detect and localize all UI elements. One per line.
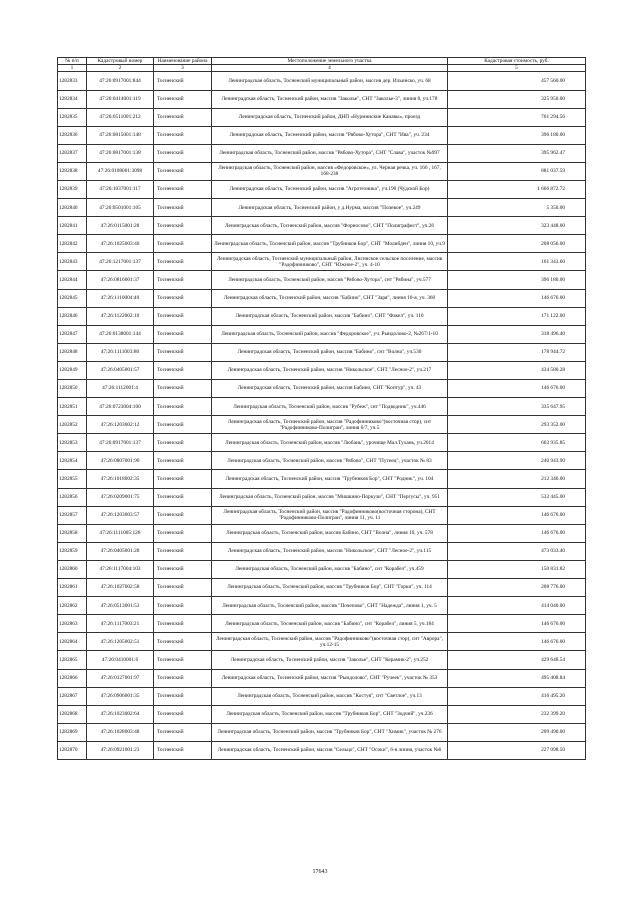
row-number-cell: 1282859 [58, 542, 87, 560]
cadastral-value-cell: 5 350.00 [448, 199, 586, 217]
district-cell: Тосненский [154, 90, 212, 108]
location-cell: Ленинградская область, Тосненский район, массив "Рябово", СНТ "Путеец", участок № 83 [212, 452, 448, 470]
cadastral-value-cell: 761 294.56 [448, 108, 586, 126]
cadastral-number-cell: 47:26:1112001:4 [87, 380, 154, 398]
cadastral-number-cell: 47:26:1027002:58 [87, 579, 154, 597]
row-number-cell: 1282856 [58, 488, 87, 506]
table-row [58, 343, 586, 361]
location-cell: Ленинградская область, Тосненский район, массив Бабино, СНТ "Коптур", уч. 43 [212, 380, 448, 398]
row-number-cell: 1282839 [58, 180, 87, 198]
district-cell: Тосненский [154, 723, 212, 741]
table-row [58, 307, 586, 325]
cadastral-value-cell: 434 580.28 [448, 361, 586, 379]
cadastral-number-cell: 47:26:0513001:53 [87, 597, 154, 615]
cadastral-value-cell: 208 056.00 [448, 235, 586, 253]
table-row [58, 524, 586, 542]
district-cell: Тосненский [154, 416, 212, 434]
table-row [58, 416, 586, 434]
table-row [58, 380, 586, 398]
table-row [58, 126, 586, 144]
table-header [58, 58, 586, 72]
district-cell: Тосненский [154, 126, 212, 144]
cadastral-number-cell: 47:26:0410001:6 [87, 651, 154, 669]
row-number-cell: 1282833 [58, 72, 87, 90]
cadastral-value-table [57, 57, 586, 760]
cadastral-number-cell: 47:26:0405001:57 [87, 361, 154, 379]
row-number-cell: 1282850 [58, 380, 87, 398]
header-row-number: № п/п [58, 58, 87, 65]
location-cell: Ленинградская область, Тосненский район, массив Бабино, СНТ "Волна", линия 16, уч. 578 [212, 524, 448, 542]
district-cell: Тосненский [154, 669, 212, 687]
location-cell: Ленинградская область, Тосненский район, массив "Радофинниково"(восточная стор), снт "Радофинниково-Полигран", линия 6/7, уч.5 [212, 416, 448, 434]
table-row [58, 325, 586, 343]
table-row [58, 560, 586, 578]
cadastral-number-cell: 47:26:1037001:117 [87, 180, 154, 198]
table-row [58, 434, 586, 452]
district-cell: Тосненский [154, 524, 212, 542]
cadastral-number-cell: 47:26:0138001:144 [87, 325, 154, 343]
cadastral-number-cell: 47:26:1023002:64 [87, 705, 154, 723]
cadastral-number-cell: 47:26:1203002:12 [87, 416, 154, 434]
table-row [58, 579, 586, 597]
location-cell: Ленинградская область, Тосненский район, массив "Мишкино-Поркузи", СНТ "Пергусы", уч. 951 [212, 488, 448, 506]
location-cell: Ленинградская область, Тосненский район, массив "Радофинниково"(восточная стор), снт "Аврора", уч.12-15 [212, 633, 448, 651]
header-district-name: Наименование района [154, 58, 212, 65]
cadastral-value-cell: 146 676.00 [448, 633, 586, 651]
district-cell: Тосненский [154, 705, 212, 723]
table-body [58, 72, 586, 760]
location-cell: Ленинградская область, Тосненский район, массив "Никольское", СНТ "Лесное-2", уч.115 [212, 542, 448, 560]
location-cell: Ленинградская область, Тосненский район, массив "Форносово", СНТ "Полиграфист", уч.26 [212, 217, 448, 235]
location-cell: Ленинградская область, Тосненский район, массив "Почепово", СНТ "Надежда", линия 1, уч. 5 [212, 597, 448, 615]
table-row [58, 162, 586, 180]
cadastral-value-cell: 318 496.40 [448, 325, 586, 343]
row-number-cell: 1282845 [58, 289, 87, 307]
cadastral-value-cell: 335 647.95 [448, 398, 586, 416]
location-cell: Ленинградская область, Тосненский район, массив "Костуя", снт "Светлое", уч.13 [212, 687, 448, 705]
row-number-cell: 1282834 [58, 90, 87, 108]
column-number-row [58, 65, 586, 72]
district-cell: Тосненский [154, 741, 212, 759]
cadastral-value-cell: 457 560.00 [448, 72, 586, 90]
row-number-cell: 1282862 [58, 597, 87, 615]
row-number-cell: 1282835 [58, 108, 87, 126]
cadastral-value-cell: 212 346.00 [448, 470, 586, 488]
row-number-cell: 1282870 [58, 741, 87, 759]
table-row [58, 108, 586, 126]
location-cell: Ленинградская область, Тосненский район, массив «Федоровское», ул. Черная речка, уч. 166 , 167, 168-238 [212, 162, 448, 180]
cadastral-number-cell: 47:26:0511001:212 [87, 108, 154, 126]
row-number-cell: 1282864 [58, 633, 87, 651]
cadastral-value-cell: 396 180.00 [448, 126, 586, 144]
cadastral-value-cell: 396 180.00 [448, 271, 586, 289]
table-row [58, 398, 586, 416]
district-cell: Тосненский [154, 253, 212, 271]
district-cell: Тосненский [154, 452, 212, 470]
cadastral-number-cell: 47:26:0501001:105 [87, 199, 154, 217]
cadastral-number-cell: 47:26:0405001:28 [87, 542, 154, 560]
cadastral-value-cell: 232 399.20 [448, 705, 586, 723]
district-cell: Тосненский [154, 470, 212, 488]
cadastral-number-cell: 47:26:0815001:148 [87, 126, 154, 144]
cadastral-number-cell: 47:26:0906001:35 [87, 687, 154, 705]
cadastral-value-cell: 495 408.84 [448, 669, 586, 687]
cadastral-value-cell: 146 676.00 [448, 615, 586, 633]
district-cell: Тосненский [154, 235, 212, 253]
cadastral-number-cell: 47:26:1028003:48 [87, 723, 154, 741]
location-cell: Ленинградская область, Тосненский район, массив "Сельцо", СНТ "Осоки", 6-я линия, участок №6 [212, 741, 448, 759]
district-cell: Тосненский [154, 488, 212, 506]
location-cell: Ленинградская область, Тосненский район, массив "Бабино", снт "Корабел", уч.459 [212, 560, 448, 578]
location-cell: Ленинградская область, Тосненский район, массив "Бабино", СНТ "Факел", уч. 110 [212, 307, 448, 325]
table-row [58, 723, 586, 741]
cadastral-value-cell: 414 040.00 [448, 597, 586, 615]
district-cell: Тосненский [154, 144, 212, 162]
location-cell: Ленинградская область, Тосненский район, массив "Рябово-Хутора", СНТ "Слава", участок №997 [212, 144, 448, 162]
district-cell: Тосненский [154, 180, 212, 198]
row-number-cell: 1282847 [58, 325, 87, 343]
district-cell: Тосненский [154, 651, 212, 669]
row-number-cell: 1282858 [58, 524, 87, 542]
cadastral-number-cell: 47:26:1025003:40 [87, 235, 154, 253]
table-row [58, 597, 586, 615]
cadastral-value-cell: 532 445.00 [448, 488, 586, 506]
location-cell: Ленинградская область, Тосненский район, массив "Трубников Бор", СНТ "Химик", участок № 276 [212, 723, 448, 741]
cadastral-number-cell: 47:26:0816001:37 [87, 271, 154, 289]
location-cell: Ленинградская область, Тосненский муниципальный район, Лисинское сельское поселение, массив "Радофинниково", СНТ "Южное-2", уч. 4-10 [212, 253, 448, 271]
cadastral-number-cell: 47:26:0921001:23 [87, 741, 154, 759]
table-row [58, 651, 586, 669]
row-number-cell: 1282846 [58, 307, 87, 325]
cadastral-number-cell: 47:26:1111003:80 [87, 343, 154, 361]
district-cell: Тосненский [154, 579, 212, 597]
cadastral-number-cell: 47:26:1018002:35 [87, 470, 154, 488]
location-cell: Ленинградская область, Тосненский район, массив "Бабино", СНТ "Заря", линия 10-я, уч. 360 [212, 289, 448, 307]
district-cell: Тосненский [154, 361, 212, 379]
row-number-cell: 1282853 [58, 434, 87, 452]
table-row [58, 72, 586, 90]
table-row [58, 253, 586, 271]
cadastral-value-cell: 325 950.00 [448, 90, 586, 108]
cadastral-value-cell: 146 676.00 [448, 506, 586, 524]
column-number: 2 [87, 65, 154, 72]
cadastral-number-cell: 47:26:1117004:103 [87, 560, 154, 578]
district-cell: Тосненский [154, 271, 212, 289]
cadastral-value-cell: 208 776.00 [448, 579, 586, 597]
cadastral-value-cell: 1 666 872.72 [448, 180, 586, 198]
district-cell: Тосненский [154, 72, 212, 90]
row-number-cell: 1282860 [58, 560, 87, 578]
cadastral-value-cell: 227 098.50 [448, 741, 586, 759]
cadastral-value-cell: 473 033.40 [448, 542, 586, 560]
cadastral-number-cell: 47:26:0414001:119 [87, 90, 154, 108]
cadastral-value-cell: 161 343.60 [448, 253, 586, 271]
table-row [58, 615, 586, 633]
cadastral-number-cell: 47:26:1217001:137 [87, 253, 154, 271]
row-number-cell: 1282840 [58, 199, 87, 217]
row-number-cell: 1282857 [58, 506, 87, 524]
row-number-cell: 1282837 [58, 144, 87, 162]
cadastral-value-cell: 150 831.82 [448, 560, 586, 578]
table-row [58, 90, 586, 108]
header-cadastral-number: Кадастровый номер [87, 58, 154, 65]
location-cell: Ленинградская область, Тосненский район, массив "Трубников Бор", СНТ "Горки", уч. 114 [212, 579, 448, 597]
table-row [58, 705, 586, 723]
column-number: 1 [58, 65, 87, 72]
location-cell: Ленинградская область, Тосненский район, массив "Трубников Бор", СНТ "Зодчий", уч.236 [212, 705, 448, 723]
cadastral-value-cell: 146 676.00 [448, 380, 586, 398]
cadastral-value-cell: 293 352.00 [448, 416, 586, 434]
cadastral-number-cell: 47:26:0817001:138 [87, 144, 154, 162]
location-cell: Ленинградская область, Тосненский район, ДНП «Нурминские Канавы», проезд [212, 108, 448, 126]
district-cell: Тосненский [154, 289, 212, 307]
cadastral-number-cell: 47:26:0209001:75 [87, 488, 154, 506]
table-row [58, 144, 586, 162]
column-number: 3 [154, 65, 212, 72]
row-number-cell: 1282868 [58, 705, 87, 723]
row-number-cell: 1282848 [58, 343, 87, 361]
table-row [58, 470, 586, 488]
cadastral-number-cell: 47:26:1122002:10 [87, 307, 154, 325]
cadastral-value-cell: 146 676.00 [448, 524, 586, 542]
cadastral-value-cell: 171 122.00 [448, 307, 586, 325]
column-number: 5 [448, 65, 586, 72]
district-cell: Тосненский [154, 108, 212, 126]
cadastral-value-cell: 240 943.90 [448, 452, 586, 470]
cadastral-number-cell: 47:26:0108001:3098 [87, 162, 154, 180]
district-cell: Тосненский [154, 307, 212, 325]
header-location: Местоположение земельного участка [212, 58, 448, 65]
location-cell: Ленинградская область, Тосненский район, массив "Бабино", снт "Волна", уч.530 [212, 343, 448, 361]
row-number-cell: 1282843 [58, 253, 87, 271]
table-row [58, 235, 586, 253]
cadastral-value-cell: 416 495.20 [448, 687, 586, 705]
location-cell: Ленинградская область, Тосненский район, массив "Любань", урочище Мал.Тухань, уч.2014 [212, 434, 448, 452]
table-row [58, 669, 586, 687]
table-row [58, 506, 586, 524]
cadastral-number-cell: 47:26:1117003:21 [87, 615, 154, 633]
table-row [58, 180, 586, 198]
table-row [58, 741, 586, 759]
row-number-cell: 1282867 [58, 687, 87, 705]
header-row [58, 58, 586, 65]
header-cadastral-value: Кадастровая стоимость, руб. [448, 58, 586, 65]
district-cell: Тосненский [154, 506, 212, 524]
row-number-cell: 1282849 [58, 361, 87, 379]
table-row [58, 289, 586, 307]
location-cell: Ленинградская область, Тосненский район, массив "Трубников Бор", СНТ "Родник", уч. 104 [212, 470, 448, 488]
table-row [58, 271, 586, 289]
location-cell: Ленинградская область, Тосненский район, массив "Бабино", снт "Корабел", линия 5, уч.184 [212, 615, 448, 633]
location-cell: Ленинградская область, Тосненский район, массив "Рябово-Хутора", снт "Рябина", уч.577 [212, 271, 448, 289]
row-number-cell: 1282841 [58, 217, 87, 235]
row-number-cell: 1282842 [58, 235, 87, 253]
row-number-cell: 1282863 [58, 615, 87, 633]
district-cell: Тосненский [154, 687, 212, 705]
row-number-cell: 1282861 [58, 579, 87, 597]
district-cell: Тосненский [154, 434, 212, 452]
cadastral-number-cell: 47:26:0115001:28 [87, 217, 154, 235]
cadastral-value-cell: 663 935.85 [448, 434, 586, 452]
page-number: 17643 [312, 869, 328, 875]
cadastral-number-cell: 47:26:0917001:844 [87, 72, 154, 90]
district-cell: Тосненский [154, 542, 212, 560]
row-number-cell: 1282855 [58, 470, 87, 488]
district-cell: Тосненский [154, 325, 212, 343]
cadastral-value-cell: 209 490.00 [448, 723, 586, 741]
location-cell: Ленинградская область, Тосненский район, массив "Заколье", СНТ "Керамик-2", уч.252 [212, 651, 448, 669]
district-cell: Тосненский [154, 199, 212, 217]
cadastral-number-cell: 47:26:1111005:126 [87, 524, 154, 542]
cadastral-value-cell: 881 037.59 [448, 162, 586, 180]
cadastral-value-cell: 429 648.54 [448, 651, 586, 669]
cadastral-value-cell: 395 962.47 [448, 144, 586, 162]
row-number-cell: 1282851 [58, 398, 87, 416]
table-row [58, 217, 586, 235]
location-cell: Ленинградская область, Тосненский район, массив "Никольское", СНТ "Лесное-2", уч.217 [212, 361, 448, 379]
cadastral-number-cell: 47:26:0917001:137 [87, 434, 154, 452]
cadastral-value-cell: 146 676.00 [448, 289, 586, 307]
column-number: 4 [212, 65, 448, 72]
location-cell: Ленинградская область, Тосненский муниципальный район, массив дер. Ильинско, уч. 68 [212, 72, 448, 90]
location-cell: Ленинградская область, Тосненский район, массив "Заколье", СНТ "Заколье-3", линия 8, уч.178 [212, 90, 448, 108]
row-number-cell: 1282869 [58, 723, 87, 741]
table-row [58, 542, 586, 560]
district-cell: Тосненский [154, 633, 212, 651]
location-cell: Ленинградская область, Тосненский район, массив "Радофинниково(восточная сторона), СНТ "Радофинниково-Полигран", линия 11, уч. 11 [212, 506, 448, 524]
row-number-cell: 1282852 [58, 416, 87, 434]
district-cell: Тосненский [154, 398, 212, 416]
cadastral-value-cell: 178 944.72 [448, 343, 586, 361]
cadastral-number-cell: 47:26:1203003:57 [87, 506, 154, 524]
district-cell: Тосненский [154, 560, 212, 578]
location-cell: Ленинградская область, Тосненский район, массив "Агротехника", уч.190 (Чудской Бор) [212, 180, 448, 198]
cadastral-number-cell: 47:26:0723004:100 [87, 398, 154, 416]
table-row [58, 361, 586, 379]
table-row [58, 199, 586, 217]
district-cell: Тосненский [154, 597, 212, 615]
row-number-cell: 1282836 [58, 126, 87, 144]
row-number-cell: 1282838 [58, 162, 87, 180]
location-cell: Ленинградская область, Тосненский район, массив "Федоровское", уч. Рындолово-2, №267/1-10 [212, 325, 448, 343]
district-cell: Тосненский [154, 380, 212, 398]
cadastral-number-cell: 47:26:1110004:40 [87, 289, 154, 307]
district-cell: Тосненский [154, 343, 212, 361]
row-number-cell: 1282854 [58, 452, 87, 470]
cadastral-number-cell: 47:26:0127001:97 [87, 669, 154, 687]
location-cell: Ленинградская область, Тосненский район, массив "Рубеж", снт "Подводник", уч.446 [212, 398, 448, 416]
row-number-cell: 1282844 [58, 271, 87, 289]
district-cell: Тосненский [154, 217, 212, 235]
location-cell: Ленинградская область, Тосненский район, массив "Рябово-Хутора", СНТ "Ива", уч. 234 [212, 126, 448, 144]
row-number-cell: 1282865 [58, 651, 87, 669]
cadastral-number-cell: 47:26:1205002:51 [87, 633, 154, 651]
table-row [58, 633, 586, 651]
location-cell: Ленинградская область, Тосненский район, массив "Трубников Бор", СНТ "Молибден", линия 10, уч.9 [212, 235, 448, 253]
table-row [58, 488, 586, 506]
table-row [58, 452, 586, 470]
location-cell: Ленинградская область, Тосненский район, массив "Рындолово", СНТ "Ручеек", участок № 353 [212, 669, 448, 687]
row-number-cell: 1282866 [58, 669, 87, 687]
cadastral-number-cell: 47:26:0807001:90 [87, 452, 154, 470]
table-row [58, 687, 586, 705]
cadastral-value-cell: 323 448.00 [448, 217, 586, 235]
location-cell: Ленинградская область, Тосненский район, у д.Нурма, массив "Полевое", уч.249 [212, 199, 448, 217]
district-cell: Тосненский [154, 162, 212, 180]
district-cell: Тосненский [154, 615, 212, 633]
